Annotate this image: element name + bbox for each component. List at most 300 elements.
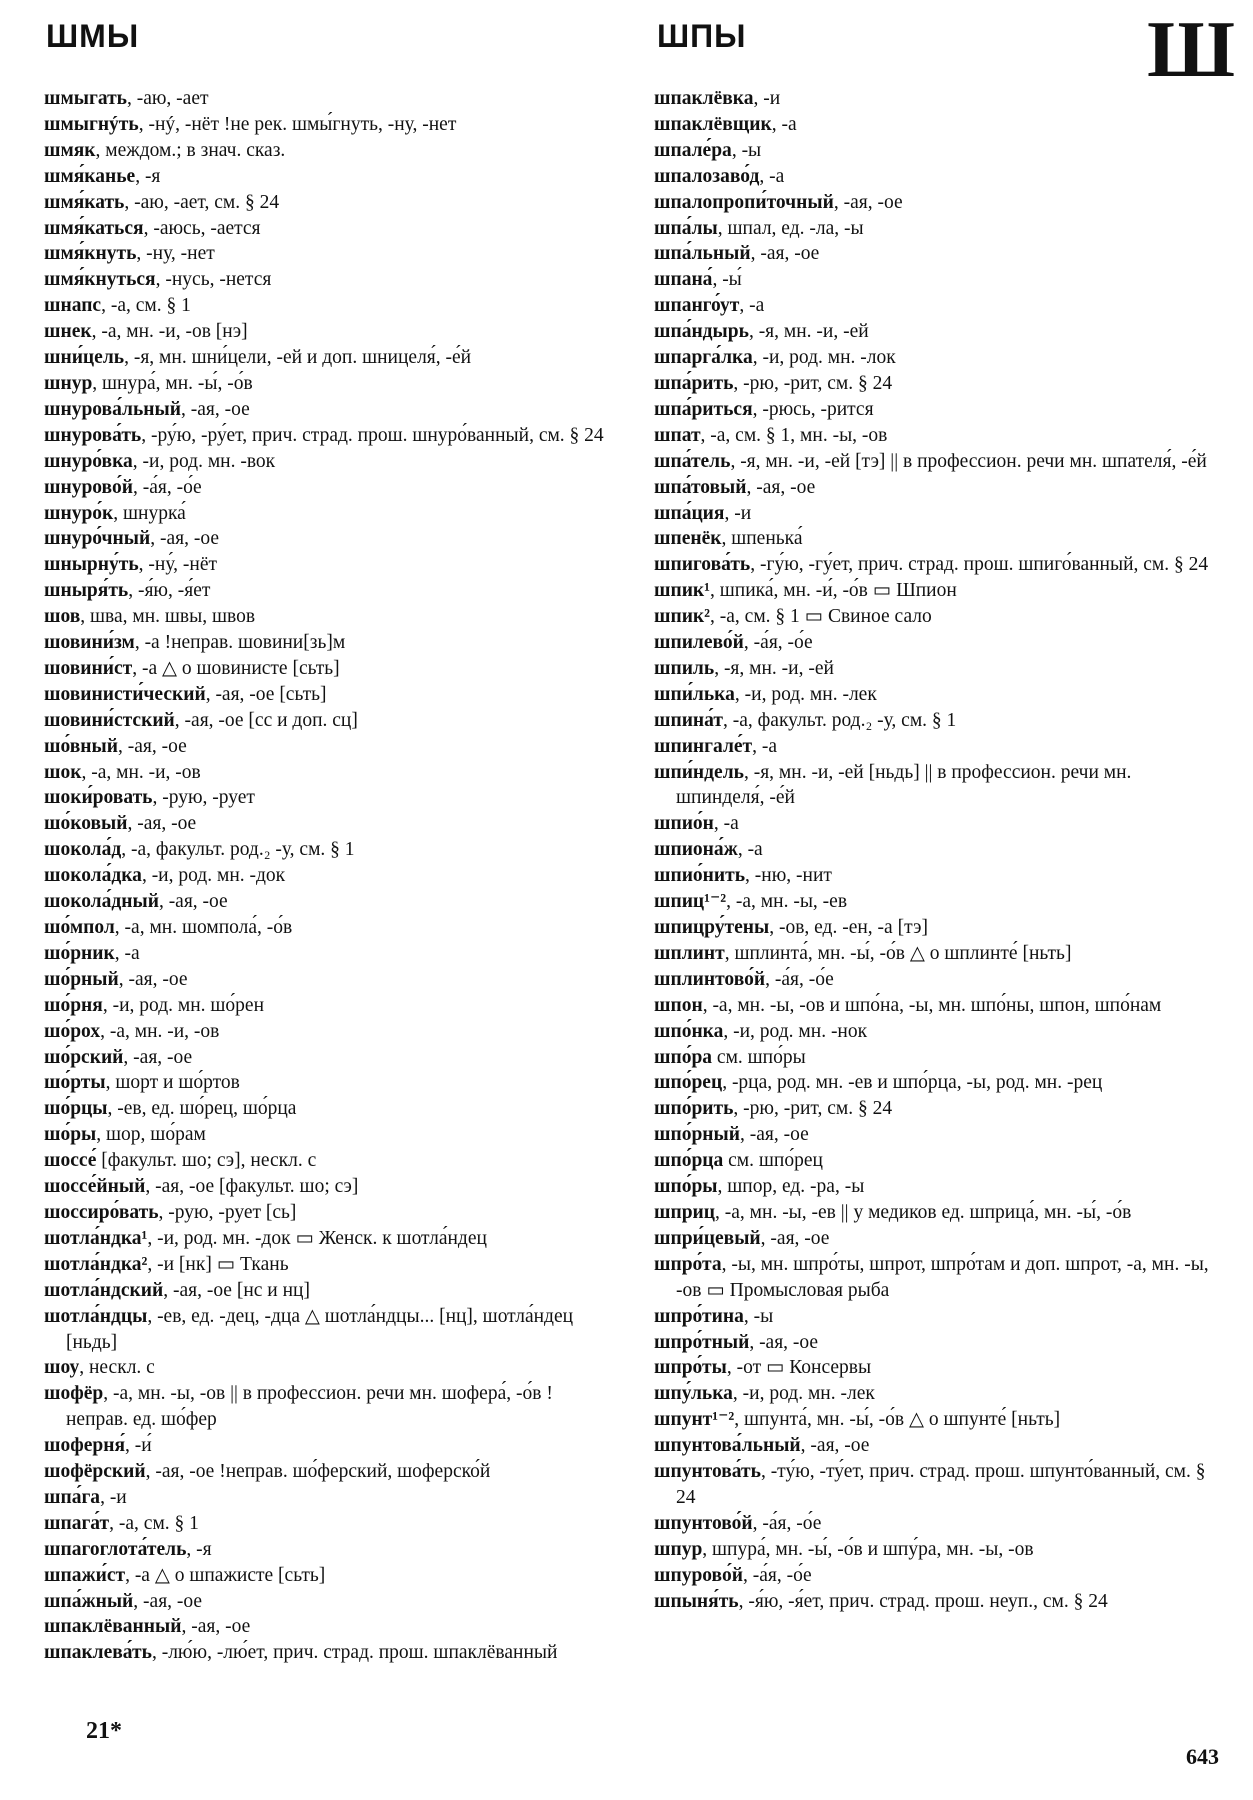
dictionary-entry xyxy=(44,656,612,682)
dictionary-entry xyxy=(44,785,612,811)
entry-grammar: , -ая, -ое xyxy=(180,398,250,420)
entry-headword: шок xyxy=(44,761,82,783)
entry-headword: шпурово́й xyxy=(654,1564,743,1586)
dictionary-entry xyxy=(654,993,1222,1019)
dictionary-entry xyxy=(654,604,1222,630)
section-letter: Ш xyxy=(1147,6,1235,94)
entry-grammar: , -я, мн. -и, -ей xyxy=(714,657,834,679)
entry-grammar: , -а !неправ. шовини[зь]м xyxy=(134,632,346,654)
entry-headword: шо́рох xyxy=(44,1020,101,1042)
entry-headword: шпа́ндырь xyxy=(654,321,749,343)
dictionary-entry xyxy=(44,837,612,863)
dictionary-entry xyxy=(654,190,1222,216)
entry-grammar: , -ая, -ое xyxy=(181,1616,251,1638)
dictionary-entry xyxy=(654,1381,1222,1407)
entry-grammar: , -ру́ю, -ру́ет, прич. страд. прош. шнуро́ванный, см. § 24 xyxy=(141,424,604,446)
dictionary-entry xyxy=(654,656,1222,682)
entry-grammar: , нескл. с xyxy=(79,1357,155,1379)
entry-grammar: см. шпо́ры xyxy=(712,1046,806,1068)
dictionary-entry xyxy=(654,293,1222,319)
entry-headword: шпиц¹⁻² xyxy=(654,891,727,913)
entry-headword: шприц xyxy=(654,1201,716,1223)
dictionary-entry xyxy=(44,241,612,267)
entry-headword: шовини́зм xyxy=(44,632,135,654)
dictionary-entry xyxy=(654,863,1222,889)
dictionary-entry xyxy=(654,1563,1222,1589)
entry-grammar: , -ню, -нит xyxy=(745,865,832,887)
entry-headword: шпро́та xyxy=(654,1253,722,1275)
dictionary-entry xyxy=(44,578,612,604)
entry-grammar: , -ев, ед. -дец, -дца △ шотла́ндцы... [нц], шотла́ндец [ньдь] xyxy=(66,1305,574,1353)
entry-grammar: , -ая, -ое xyxy=(740,1124,809,1146)
entry-grammar: , -а, мн. -и, -ов xyxy=(81,761,201,783)
dictionary-entry xyxy=(654,164,1222,190)
entry-grammar: , шпунта́, мн. -ы́, -о́в △ о шпунте́ [ньть] xyxy=(734,1409,1061,1431)
dictionary-entry xyxy=(44,734,612,760)
entry-grammar: , -ая, -ое xyxy=(118,968,188,990)
dictionary-entry xyxy=(654,449,1222,475)
dictionary-entry xyxy=(44,371,612,397)
entry-headword: шпанго́ут xyxy=(654,295,740,317)
entry-headword: шо́рты xyxy=(44,1072,106,1094)
entry-headword: шмыгнýть xyxy=(44,113,139,135)
entry-headword: шо́рцы xyxy=(44,1098,108,1120)
entry-headword: шоферня́ xyxy=(44,1435,125,1457)
dictionary-entry xyxy=(654,138,1222,164)
dictionary-entry xyxy=(654,371,1222,397)
entry-grammar: , -ая, -ое xyxy=(117,735,187,757)
entry-headword: шпаклёвщик xyxy=(654,113,772,135)
dictionary-entry xyxy=(654,837,1222,863)
entry-grammar: , -ы, мн. шпро́ты, шпрот, шпро́там и доп. шпрот, -а, мн. -ы, -ов ▭ Промысловая рыба xyxy=(676,1253,1209,1301)
entry-headword: шпат xyxy=(654,424,701,446)
entry-grammar: , шпал, ед. -ла, -ы xyxy=(717,217,864,239)
entry-grammar: , -и, род. мн. -лек xyxy=(734,683,877,705)
dictionary-entry xyxy=(654,475,1222,501)
entry-headword: шпажи́ст xyxy=(44,1564,126,1586)
entry-headword: шо́мпол xyxy=(44,917,115,938)
entry-headword: шпри́цевый xyxy=(654,1227,761,1249)
dictionary-entry xyxy=(654,1459,1222,1511)
dictionary-entry xyxy=(654,112,1222,138)
dictionary-entry xyxy=(654,1174,1222,1200)
dictionary-entry xyxy=(44,475,612,501)
entry-headword: шоссе́ xyxy=(44,1150,97,1172)
dictionary-entry xyxy=(654,1122,1222,1148)
entry-grammar: , -ая, -ое [сс и доп. сц] xyxy=(174,709,358,731)
entry-headword: шныря́ть xyxy=(44,580,129,602)
signature-mark: 21* xyxy=(86,1718,122,1744)
entry-headword: шнурова́льный xyxy=(44,398,181,420)
entry-headword: шмяк xyxy=(44,139,96,161)
entry-grammar: , -а xyxy=(713,813,739,835)
dictionary-entry xyxy=(654,708,1222,734)
dictionary-entry xyxy=(44,501,612,527)
entry-grammar: , -ая, -ое xyxy=(133,1590,203,1612)
entry-grammar: , -и, род. мн. -док xyxy=(141,865,286,887)
entry-headword: шпа́льный xyxy=(654,243,751,265)
dictionary-entry xyxy=(44,319,612,345)
entry-grammar: , шплинта́, мн. -ы́, -о́в △ о шплинте́ [ньть] xyxy=(724,942,1072,964)
entry-headword: шпалопропи́точный xyxy=(654,191,834,213)
dictionary-entry xyxy=(44,967,612,993)
entry-headword: шпигова́ть xyxy=(654,554,751,576)
dictionary-entry xyxy=(44,449,612,475)
entry-grammar: , -а, см. § 1, мн. -ы, -ов xyxy=(700,424,888,446)
entry-grammar: , -аю, -ает xyxy=(126,88,209,109)
dictionary-entry xyxy=(654,552,1222,578)
entry-headword: шмя́кнуть xyxy=(44,243,137,265)
entry-grammar: , -а, мн. шомпола́, -о́в xyxy=(114,917,293,938)
entry-headword: шпыня́ть xyxy=(654,1590,739,1612)
dictionary-entry xyxy=(44,682,612,708)
entry-grammar: , -а, факульт. род.₂ -у, см. § 1 xyxy=(121,839,355,861)
entry-headword: шо́вный xyxy=(44,735,118,757)
dictionary-entry xyxy=(654,1200,1222,1226)
entry-headword: шнуро́чный xyxy=(44,528,151,550)
entry-grammar: , -ы xyxy=(743,1305,774,1327)
entry-grammar: , -ая, -ое !неправ. шо́ферский, шоферско́й xyxy=(145,1461,491,1483)
entry-headword: шпагоглота́тель xyxy=(44,1538,187,1560)
entry-headword: шпаклева́ть xyxy=(44,1642,152,1664)
dictionary-entry xyxy=(44,267,612,293)
dictionary-entry xyxy=(44,630,612,656)
entry-headword: шовини́ст xyxy=(44,657,133,679)
dictionary-entry xyxy=(44,1589,612,1615)
dictionary-entry xyxy=(44,811,612,837)
entry-headword: шоу xyxy=(44,1357,80,1379)
entry-grammar: [факульт. шо; сэ], нескл. с xyxy=(96,1150,317,1172)
entry-grammar: , -ая, -ое xyxy=(123,1046,193,1068)
entry-headword: шофёр xyxy=(44,1383,104,1405)
entry-headword: шпи́лька xyxy=(654,683,735,705)
entry-headword: шовини́стский xyxy=(44,709,175,731)
dictionary-entry xyxy=(654,941,1222,967)
entry-headword: шпа́лы xyxy=(654,217,718,239)
entry-headword: шпа́тель xyxy=(654,450,731,472)
entry-headword: шпунтова́ть xyxy=(654,1461,761,1483)
entry-headword: шофёрский xyxy=(44,1461,146,1483)
left-column xyxy=(44,86,612,1666)
entry-headword: шмя́каться xyxy=(44,217,144,239)
entry-grammar: , -ая, -ое xyxy=(833,191,903,213)
entry-headword: шпо́рный xyxy=(654,1124,740,1146)
entry-grammar: , -рую, -рует [сь] xyxy=(158,1201,297,1223)
entry-headword: шпа́рить xyxy=(654,372,734,394)
entry-grammar: , -а, мн. -ы, -ов || в профессион. речи мн. шофера́, -о́в !неправ. ед. шо́фер xyxy=(66,1383,553,1431)
entry-grammar: , шнура́, мн. -ы́, -о́в xyxy=(92,372,253,394)
entry-headword: шпур xyxy=(654,1538,703,1560)
dictionary-entry xyxy=(44,86,612,112)
dictionary-entry xyxy=(654,1045,1222,1071)
entry-headword: шпингале́т xyxy=(654,735,753,757)
dictionary-entry xyxy=(654,578,1222,604)
entry-grammar: , -рю, -рит, см. § 24 xyxy=(733,1098,893,1120)
entry-grammar: , -а, см. § 1 xyxy=(109,1512,199,1534)
entry-headword: шоссиро́вать xyxy=(44,1201,159,1223)
entry-grammar: , -ая, -ое xyxy=(158,891,228,913)
entry-grammar: , -ая, -ое xyxy=(749,1331,819,1353)
entry-grammar: , -от ▭ Консервы xyxy=(726,1357,872,1379)
dictionary-entry xyxy=(44,1355,612,1381)
dictionary-entry xyxy=(44,915,612,941)
dictionary-entry xyxy=(44,552,612,578)
entry-grammar: , -а xyxy=(771,113,797,135)
dictionary-entry xyxy=(44,1200,612,1226)
entry-grammar: , -рюсь, -рится xyxy=(752,398,874,420)
entry-headword: шпо́рца xyxy=(654,1150,724,1172)
dictionary-entry xyxy=(44,397,612,423)
running-head-left: ШМЫ xyxy=(46,18,140,54)
entry-headword: шотла́ндка² xyxy=(44,1253,148,1275)
dictionary-entry xyxy=(654,501,1222,527)
dictionary-entry xyxy=(654,1226,1222,1252)
entry-grammar: , -а, см. § 1 ▭ Свиное сало xyxy=(710,606,932,628)
dictionary-entry xyxy=(44,993,612,1019)
entry-headword: шоки́ровать xyxy=(44,787,153,809)
dictionary-entry xyxy=(654,423,1222,449)
entry-headword: шпарга́лка xyxy=(654,347,753,369)
dictionary-entry xyxy=(654,1096,1222,1122)
entry-grammar: , -а △ о шпажисте [сьть] xyxy=(125,1564,326,1586)
entry-grammar: , -а xyxy=(752,735,778,757)
entry-headword: шпунтово́й xyxy=(654,1512,753,1534)
dictionary-entry xyxy=(654,734,1222,760)
entry-grammar: , -ая, -ое xyxy=(800,1435,870,1457)
entry-headword: шпа́ция xyxy=(654,502,725,524)
entry-headword: шпо́нка xyxy=(654,1020,724,1042)
entry-grammar: , -рю, -рит, см. § 24 xyxy=(733,372,893,394)
entry-grammar: , -ая, -ое [нс и нц] xyxy=(163,1279,310,1301)
dictionary-entry xyxy=(44,1640,612,1666)
entry-headword: шокола́д xyxy=(44,839,122,861)
dictionary-entry xyxy=(44,423,612,449)
entry-grammar: , шпор, ед. -ра, -ы xyxy=(717,1176,865,1198)
dictionary-entry xyxy=(654,241,1222,267)
entry-grammar: , -а xyxy=(114,942,140,964)
dictionary-entry xyxy=(654,267,1222,293)
entry-grammar: , -лю́ю, -лю́ет, прич. страд. прош. шпаклёванный xyxy=(151,1642,558,1664)
entry-grammar: , -а́я, -о́е xyxy=(752,1512,822,1534)
entry-grammar: , междом.; в знач. сказ. xyxy=(95,139,286,161)
dictionary-entry xyxy=(44,1019,612,1045)
dictionary-entry xyxy=(654,1148,1222,1174)
entry-grammar: , -а, см. § 1 xyxy=(101,295,191,317)
entry-grammar: , шорт и шо́ртов xyxy=(105,1072,240,1094)
entry-headword: шнапс xyxy=(44,295,102,317)
entry-headword: шпу́лька xyxy=(654,1383,733,1405)
dictionary-entry xyxy=(44,1226,612,1252)
entry-grammar: , -а xyxy=(737,839,763,861)
entry-headword: шпо́ры xyxy=(654,1176,718,1198)
dictionary-entry xyxy=(654,1070,1222,1096)
entry-grammar: , -ы́ xyxy=(712,269,742,291)
dictionary-entry xyxy=(44,604,612,630)
entry-grammar: , -рую, -рует xyxy=(152,787,255,809)
dictionary-entry xyxy=(654,1511,1222,1537)
entry-headword: шпана́ xyxy=(654,269,713,291)
entry-headword: шпик² xyxy=(654,606,711,628)
entry-grammar: , -а xyxy=(739,295,765,317)
entry-grammar: , -и, род. мн. -нок xyxy=(723,1020,868,1042)
page-number: 643 xyxy=(1186,1744,1219,1769)
dictionary-entry xyxy=(654,1355,1222,1381)
dictionary-entry xyxy=(44,1563,612,1589)
dictionary-entry xyxy=(44,1045,612,1071)
dictionary-entry xyxy=(654,760,1222,812)
entry-headword: шпицру́тены xyxy=(654,917,770,938)
entry-headword: шпаклёвка xyxy=(654,88,754,109)
entry-grammar: , -и, род. мн. -лок xyxy=(752,347,896,369)
entry-grammar: , -я, мн. шни́цели, -ей и доп. шницеля́, -е́й xyxy=(124,347,472,369)
entry-headword: шпио́н xyxy=(654,813,714,835)
entry-grammar: , шпика́, мн. -и́, -о́в ▭ Шпион xyxy=(710,580,957,602)
dictionary-entry xyxy=(654,630,1222,656)
entry-headword: шокола́дный xyxy=(44,891,159,913)
dictionary-entry xyxy=(44,1381,612,1433)
dictionary-entry xyxy=(44,345,612,371)
entry-headword: шо́рник xyxy=(44,942,115,964)
entry-headword: шо́рня xyxy=(44,994,103,1016)
entry-headword: шпро́ты xyxy=(654,1357,727,1379)
entry-grammar: , -а, мн. -ы, -ов и шпо́на, -ы, мн. шпо́ны, шпон, шпо́нам xyxy=(702,994,1162,1016)
dictionary-entry xyxy=(654,345,1222,371)
entry-headword: шотла́ндка¹ xyxy=(44,1227,148,1249)
entry-grammar: , -я́ю, -я́ет, прич. страд. прош. неуп., см. § 24 xyxy=(738,1590,1108,1612)
entry-headword: шо́ры xyxy=(44,1124,97,1146)
entry-grammar: , -рца, род. мн. -ев и шпо́рца, -ы, род. мн. -рец xyxy=(722,1072,1103,1094)
dictionary-entry xyxy=(44,1096,612,1122)
dictionary-entry xyxy=(44,863,612,889)
entry-grammar: , -ту́ю, -ту́ет, прич. страд. прош. шпунто́ванный, см. § 24 xyxy=(676,1461,1206,1508)
entry-grammar: , -ая, -ое xyxy=(127,813,197,835)
entry-grammar: , -ну́, -нёт xyxy=(138,554,217,576)
entry-grammar: , -ая, -ое [факульт. шо; сэ] xyxy=(145,1176,359,1198)
entry-grammar: , -и, род. мн. шо́рен xyxy=(102,994,265,1016)
entry-headword: шплинтово́й xyxy=(654,968,766,990)
entry-headword: шпа́жный xyxy=(44,1590,134,1612)
dictionary-entry xyxy=(44,1485,612,1511)
entry-grammar: , -а, мн. -и, -ов xyxy=(100,1020,220,1042)
entry-grammar: , -а, мн. -ы, -ев || у медиков ед. шприца́, мн. -ы́, -о́в xyxy=(715,1201,1132,1223)
entry-headword: шпиона́ж xyxy=(654,839,738,861)
entry-grammar: , -я xyxy=(186,1538,212,1560)
entry-headword: шпик¹ xyxy=(654,580,711,602)
entry-grammar: , шор, шо́рам xyxy=(96,1124,206,1146)
entry-grammar: , -и xyxy=(753,88,781,109)
entry-headword: шокола́дка xyxy=(44,865,142,887)
entry-headword: шо́ковый xyxy=(44,813,128,835)
entry-headword: шпон xyxy=(654,994,703,1016)
entry-grammar: см. шпо́рец xyxy=(723,1150,823,1172)
dictionary-entry xyxy=(44,1433,612,1459)
dictionary-entry xyxy=(44,941,612,967)
entry-headword: шнуро́вка xyxy=(44,450,133,472)
entry-headword: шпунт¹⁻² xyxy=(654,1409,735,1431)
dictionary-entry xyxy=(654,397,1222,423)
dictionary-entry xyxy=(654,811,1222,837)
entry-headword: шпро́тина xyxy=(654,1305,744,1327)
dictionary-entry xyxy=(44,1304,612,1356)
entry-headword: шов xyxy=(44,606,81,628)
entry-headword: шнурово́й xyxy=(44,476,133,498)
dictionary-entry xyxy=(654,1304,1222,1330)
dictionary-entry xyxy=(44,1148,612,1174)
dictionary-entry xyxy=(44,1537,612,1563)
dictionary-entry xyxy=(654,1330,1222,1356)
entry-headword: шпо́рец xyxy=(654,1072,723,1094)
dictionary-entry xyxy=(44,190,612,216)
entry-grammar: , -а, факульт. род.₂ -у, см. § 1 xyxy=(723,709,957,731)
entry-grammar: , -и [нк] ▭ Ткань xyxy=(147,1253,289,1275)
entry-headword: шпунтова́льный xyxy=(654,1435,801,1457)
dictionary-entry xyxy=(44,760,612,786)
entry-grammar: , -ая, -ое [сьть] xyxy=(205,683,327,705)
entry-headword: шпа́га xyxy=(44,1486,101,1508)
entry-grammar: , шпура́, мн. -ы́, -о́в и шпу́ра, мн. -ы, -ов xyxy=(702,1538,1034,1560)
entry-grammar: , -а, мн. -и, -ов [нэ] xyxy=(91,321,248,343)
entry-grammar: , -я́ю, -я́ет xyxy=(128,580,211,602)
entry-grammar: , -а △ о шовинисте [сьть] xyxy=(132,657,340,679)
dictionary-entry xyxy=(44,1614,612,1640)
dictionary-entry xyxy=(654,526,1222,552)
entry-headword: шпина́т xyxy=(654,709,723,731)
dictionary-entry xyxy=(654,319,1222,345)
dictionary-entry xyxy=(44,1070,612,1096)
entry-headword: шпо́ра xyxy=(654,1046,713,1068)
entry-headword: шпро́тный xyxy=(654,1331,750,1353)
dictionary-entry xyxy=(44,1278,612,1304)
right-column xyxy=(654,86,1222,1614)
entry-grammar: , -ы xyxy=(731,139,762,161)
dictionary-entry xyxy=(654,1433,1222,1459)
entry-headword: шмя́кнуться xyxy=(44,269,156,291)
entry-headword: шнырну́ть xyxy=(44,554,139,576)
entry-grammar: , -ая, -ое xyxy=(750,243,820,265)
dictionary-entry xyxy=(654,216,1222,242)
dictionary-entry xyxy=(44,1459,612,1485)
dictionary-entry xyxy=(44,1511,612,1537)
entry-headword: шпио́нить xyxy=(654,865,746,887)
entry-grammar: , шнурка́ xyxy=(113,502,186,524)
entry-grammar: , -ов, ед. -ен, -а [тэ] xyxy=(769,917,928,938)
entry-grammar: , -я, мн. -и, -ей [тэ] || в профессион. речи мн. шпателя́, -е́й xyxy=(730,450,1207,472)
entry-headword: шпалозаво́д xyxy=(654,165,760,187)
dictionary-entry xyxy=(654,1589,1222,1615)
dictionary-entry xyxy=(654,1407,1222,1433)
entry-headword: шнек xyxy=(44,321,92,343)
dictionary-entry xyxy=(654,967,1222,993)
entry-grammar: , -ну, -нет xyxy=(136,243,215,265)
entry-grammar: , -а́я, -о́е xyxy=(742,1564,812,1586)
entry-headword: шплинт xyxy=(654,942,725,964)
entry-grammar: , -ая, -ое xyxy=(760,1227,830,1249)
entry-grammar: , -а, мн. -ы, -ев xyxy=(726,891,848,913)
dictionary-entry xyxy=(654,1252,1222,1304)
dictionary-entry xyxy=(654,1537,1222,1563)
entry-grammar: , -а́я, -о́е xyxy=(743,632,813,654)
entry-grammar: , -и xyxy=(100,1486,127,1508)
entry-grammar: , -а́я, -о́е xyxy=(765,968,834,990)
dictionary-entry xyxy=(44,526,612,552)
dictionary-entry xyxy=(654,889,1222,915)
dictionary-entry xyxy=(44,1252,612,1278)
entry-grammar: , -ая, -ое xyxy=(150,528,219,550)
entry-headword: шмя́кать xyxy=(44,191,125,213)
entry-headword: шпо́рить xyxy=(654,1098,734,1120)
entry-headword: шпа́риться xyxy=(654,398,753,420)
entry-grammar: , -я xyxy=(135,165,161,187)
